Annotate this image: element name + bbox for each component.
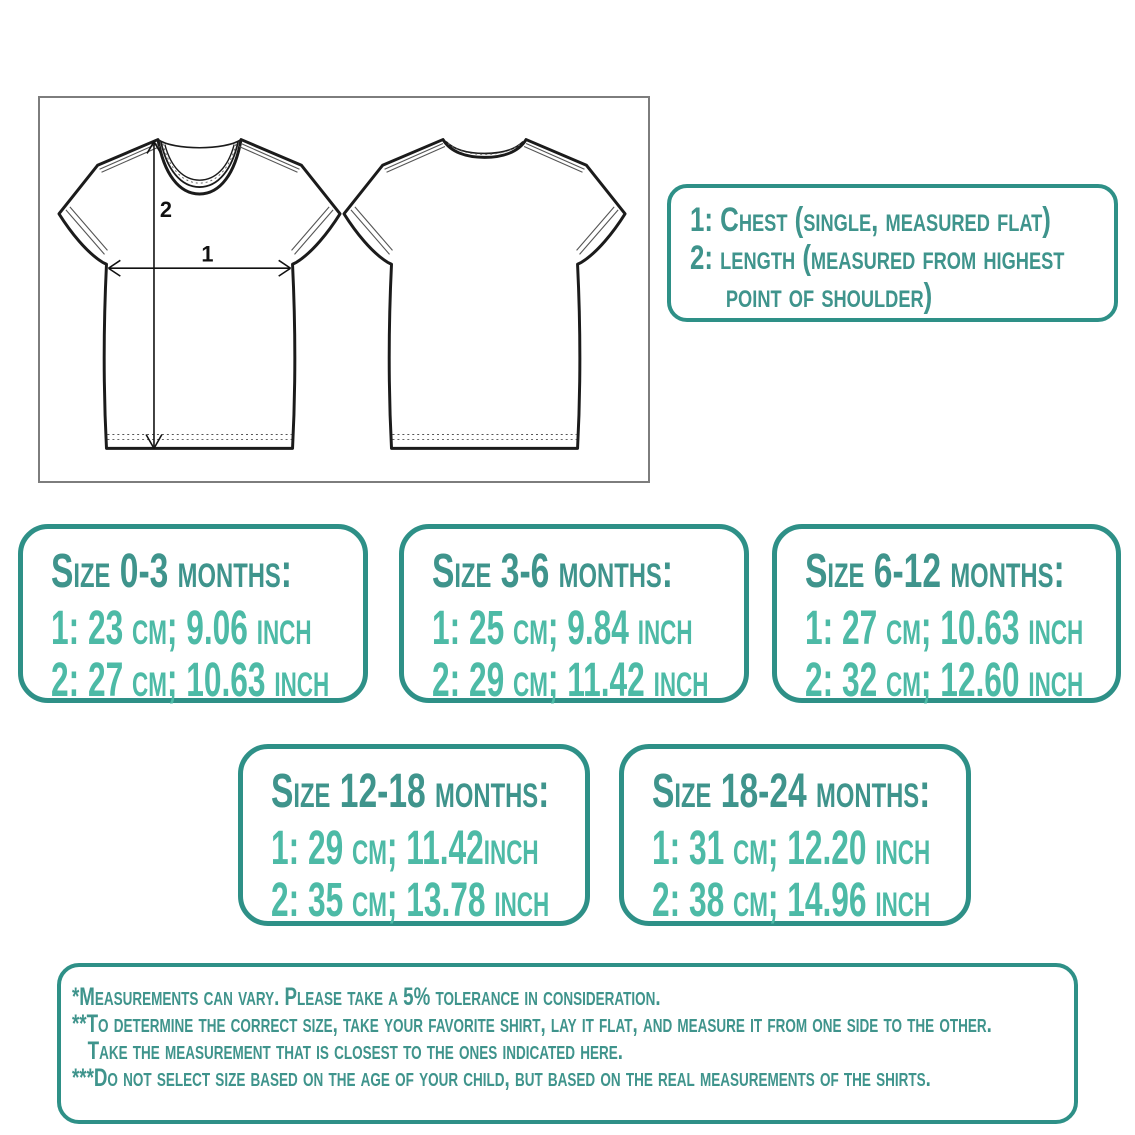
size-box-chest-value: 1: 23 cm; 9.06 inch: [51, 602, 312, 655]
length-measure-label: 2: [159, 196, 173, 222]
size-box-title: Size 12-18 months:: [271, 765, 550, 818]
size-box-length-value: 2: 38 cm; 14.96 inch: [652, 874, 931, 927]
disclaimer-age-warning: ***Do not select size based on the age of your child, but based on the real measurements of the shirts.: [72, 1064, 931, 1092]
size-box-title: Size 18-24 months:: [652, 765, 931, 818]
legend-line-length-2: point of shoulder): [690, 277, 933, 315]
disclaimer-box: [57, 963, 1078, 1124]
chest-measure-label: 1: [201, 241, 214, 267]
size-box-3-6-months: [399, 524, 749, 707]
legend-line-length: 2: length (measured from highest: [690, 239, 1065, 277]
size-box-length-value: 2: 32 cm; 12.60 inch: [805, 654, 1084, 707]
size-box-title: Size 3-6 months:: [432, 545, 673, 598]
size-box-length-value: 2: 27 cm; 10.63 inch: [51, 654, 330, 707]
disclaimer-how-to-measure-2: Take the measurement that is closest to the ones indicated here.: [72, 1037, 623, 1065]
tshirt-diagram: [40, 98, 648, 481]
size-box-title: Size 0-3 months:: [51, 545, 292, 598]
tshirt-diagram-box: [38, 96, 650, 483]
size-box-chest-value: 1: 31 cm; 12.20 inch: [652, 822, 931, 875]
size-box-length-value: 2: 35 cm; 13.78 inch: [271, 874, 550, 927]
size-box-18-24-months: [619, 744, 971, 926]
size-box-chest-value: 1: 29 cm; 11.42inch: [271, 822, 539, 875]
disclaimer-tolerance: *Measurements can vary. Please take a 5% tolerance in consideration.: [72, 983, 661, 1011]
size-box-6-12-months: [772, 524, 1121, 707]
size-box-chest-value: 1: 27 cm; 10.63 inch: [805, 602, 1084, 655]
size-box-12-18-months: [238, 744, 590, 926]
size-box-length-value: 2: 29 cm; 11.42 inch: [432, 654, 709, 707]
size-box-chest-value: 1: 25 cm; 9.84 inch: [432, 602, 693, 655]
size-box-title: Size 6-12 months:: [805, 545, 1065, 598]
disclaimer-how-to-measure: **To determine the correct size, take your favorite shirt, lay it flat, and measure it from one side to the other.: [72, 1010, 992, 1038]
tshirt-front: [59, 140, 340, 449]
tshirt-back: [344, 140, 625, 449]
measurement-legend-box: [667, 184, 1118, 322]
legend-line-chest: 1: Chest (single, measured flat): [690, 201, 1051, 239]
size-box-0-3-months: [18, 524, 368, 707]
